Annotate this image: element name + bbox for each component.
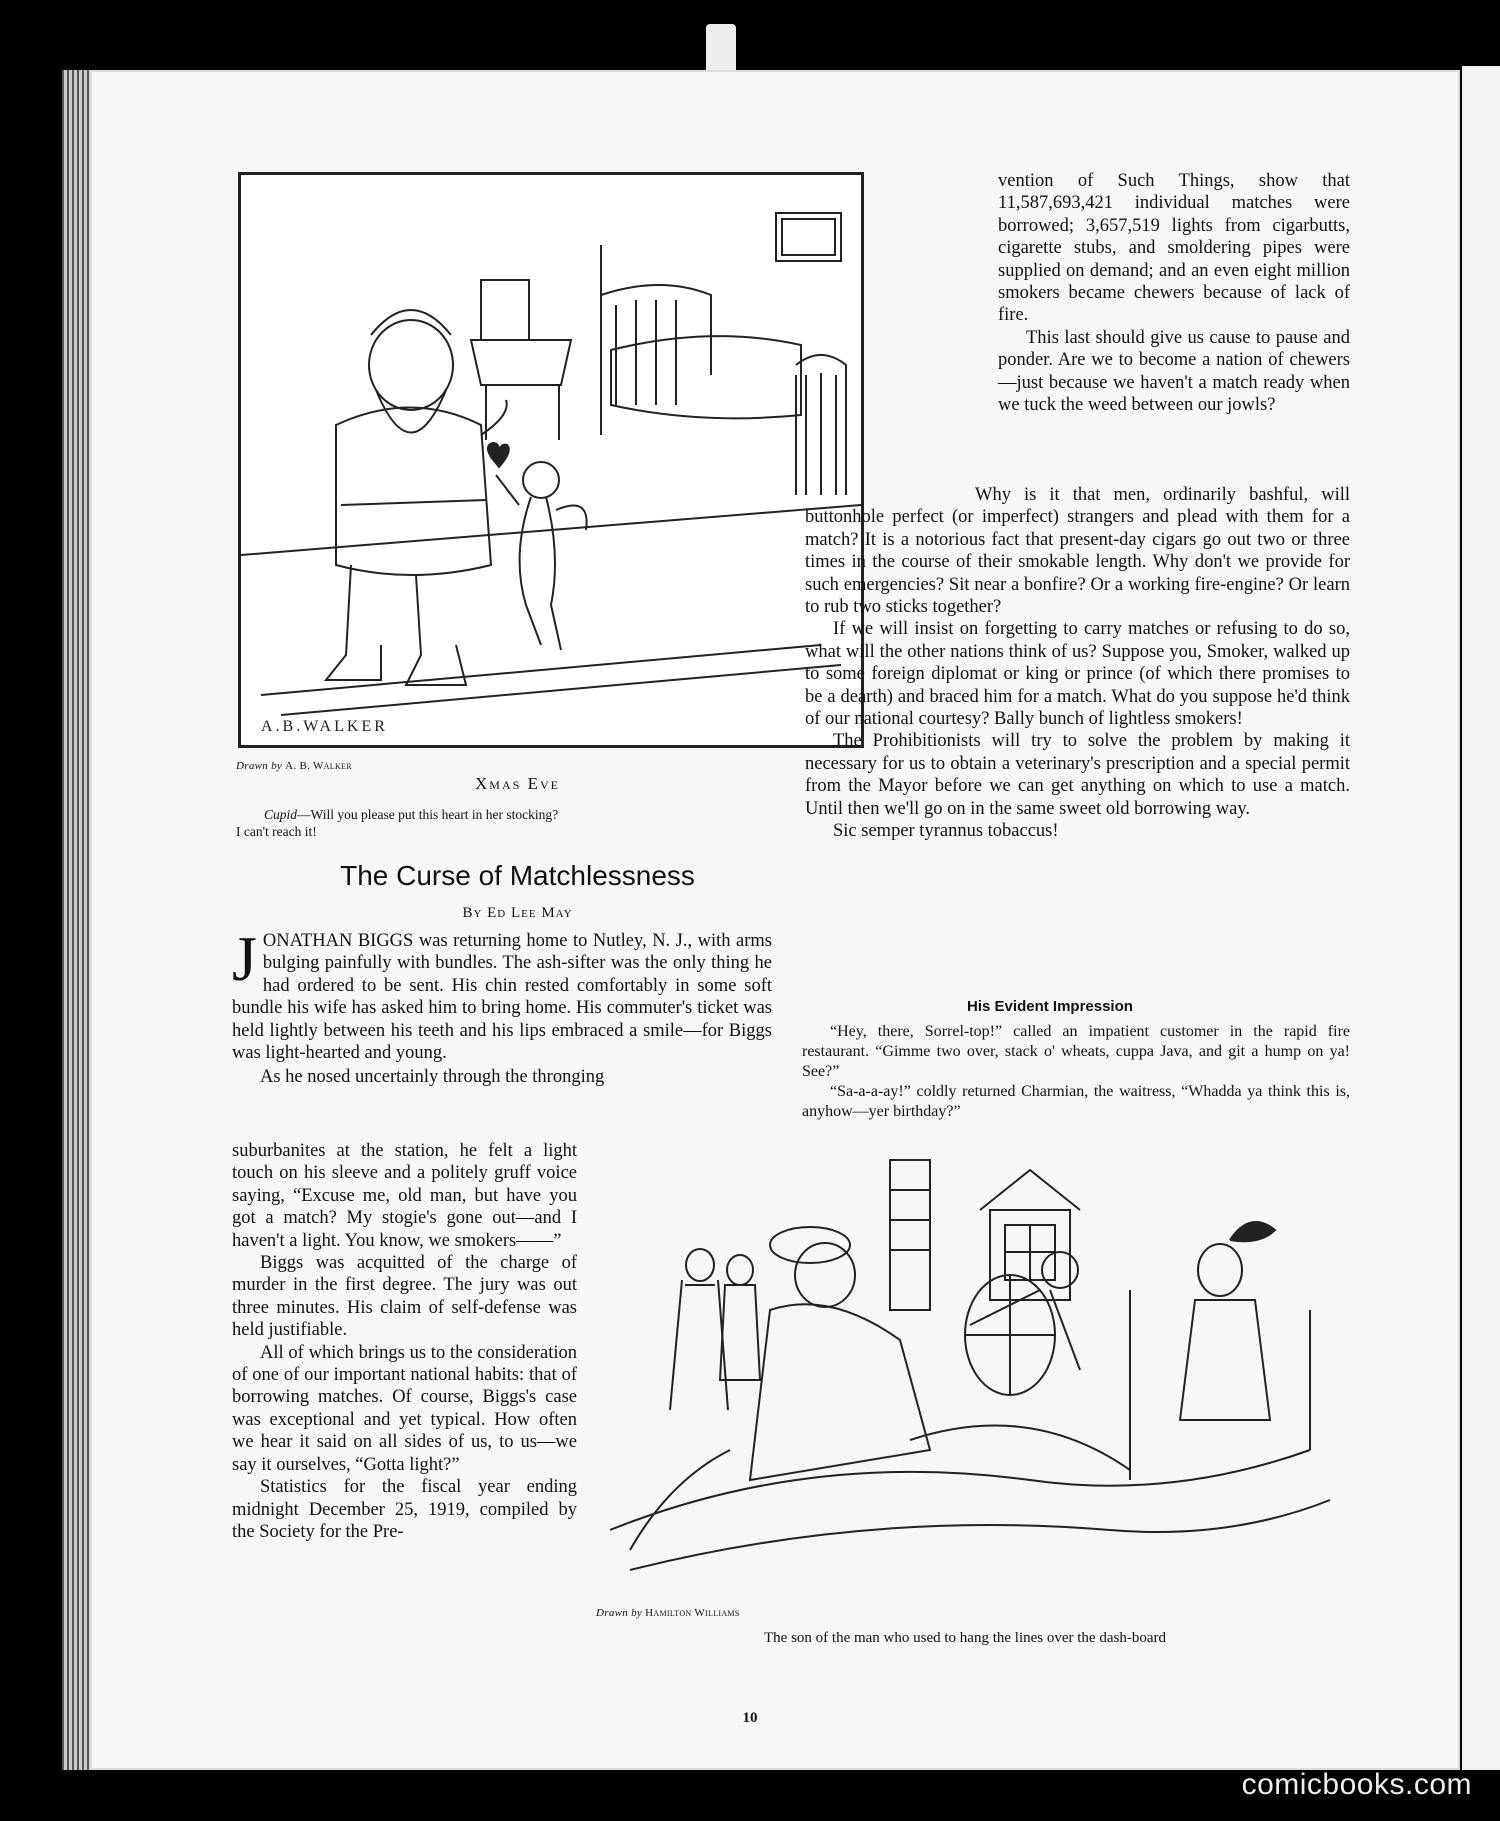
article-byline: By Ed Lee May	[462, 905, 573, 921]
page-number: 10	[742, 1710, 758, 1726]
xmas-eve-illustration	[238, 172, 864, 748]
article-paragraph-4: All of which brings us to the consideration of one of our important national habits: that of borrowing matches. Of course, Biggs's case was exceptional and yet typical. How often we hear it said on all sides of us, to us—we say it ourselves, “Gotta light?”	[232, 1342, 577, 1475]
cartoon-caption	[236, 806, 796, 840]
credit-prefix: Drawn by	[596, 1607, 643, 1619]
right-paragraph-3: Why is it that men, ordinarily bashful, will buttonhole perfect (or imperfect) strangers and plead with them for a match? It is a notorious fact that present-day cigars go out two or three times in the course of their smokable length. Why don't we provide for such emergencies? Sit near a bonfire? Or a working fire-engine? Or learn to rub two sticks together?	[805, 485, 1350, 618]
car-driver-drawing	[610, 1150, 1340, 1595]
joke-line-1: “Hey, there, Sorrel-top!” called an impatient customer in the rapid fire restaurant. “Gimme two over, stack o' wheats, cuppa Java, and git a hump on ya! See?”	[802, 1023, 1350, 1080]
caption-speaker: Cupid	[264, 807, 298, 822]
right-paragraph-2: This last should give us cause to pause and ponder. Are we to become a nation of chewers—just because we haven't a match ready when we tuck the weed between our jowls?	[998, 327, 1350, 416]
joke-line-2: “Sa-a-a-ay!” coldly returned Charmian, the waitress, “Whadda ya think this is, anyhow—yer birthday?”	[802, 1083, 1350, 1120]
joke-title: His Evident Impression	[967, 998, 1133, 1015]
car-illustration	[610, 1150, 1340, 1595]
bottom-cartoon-credit	[596, 1607, 740, 1619]
bottom-cartoon-caption: The son of the man who used to hang the lines over the dash-board	[764, 1630, 1166, 1646]
right-column-top	[998, 170, 1350, 416]
article-paragraph-2: suburbanites at the station, he felt a light touch on his sleeve and a politely gruff voice saying, “Excuse me, old man, but have you got a match? My stogie's gone out—and I haven't a light. You know, we smokers——”	[232, 1141, 577, 1251]
right-column-wide	[805, 484, 1350, 843]
caption-line-2: I can't reach it!	[236, 824, 317, 839]
article-paragraph-3: Biggs was acquitted of the charge of murder in the first degree. The jury was out three minutes. His claim of self-defense was held justifiable.	[232, 1253, 577, 1341]
site-watermark: comicbooks.com	[1241, 1768, 1472, 1801]
right-paragraph-5: The Prohibitionists will try to solve the problem by making it necessary for us to obtain a veterinary's prescription and a special permit from the Mayor before we can get anything on which to use a match. Until then we'll go on in the same sweet old borrowing way.	[805, 731, 1350, 819]
left-column-top	[232, 923, 772, 1089]
next-page-edge	[1462, 66, 1500, 1770]
credit-artist: A. B. Walker	[285, 760, 352, 772]
right-paragraph-4: If we will insist on forgetting to carry matches or refusing to do so, what will the other nations think of us? Suppose you, Smoker, walked up to some foreign diplomat or king or prince (of which there promises to be a dearth) and braced him for a match. What do you suppose he'd think of our national courtesy? Bally bunch of lightless smokers!	[805, 619, 1350, 730]
left-column-narrow	[232, 1140, 577, 1543]
article-paragraph-2-start: As he nosed uncertainly through the thronging	[260, 1067, 605, 1088]
drop-cap: J	[232, 923, 257, 994]
book-binding	[62, 70, 90, 1770]
right-paragraph-6: Sic semper tyrannus tobaccus!	[833, 821, 1059, 842]
credit-artist: Hamilton Williams	[645, 1607, 740, 1619]
article-paragraph-1: JONATHAN BIGGS was returning home to Nutley, N. J., with arms bulging painfully with bundles. The ash-sifter was the only thing he had ordered to be sent. His chin rested comfortably in some soft bundle his wife has asked him to bring home. His commuter's ticket was held lightly between his teeth and his lips embraced a smile—for Biggs was light-hearted and young.	[232, 923, 772, 1064]
page-tab	[706, 24, 736, 76]
credit-prefix: Drawn by	[236, 760, 283, 772]
caption-line-1: —Will you please put this heart in her stocking?	[297, 807, 559, 822]
cartoon-title: Xmas Eve	[475, 774, 560, 793]
article-paragraph-5: Statistics for the fiscal year ending midnight December 25, 1919, compiled by the Society for the Pre-	[232, 1477, 577, 1542]
top-cartoon-credit	[236, 760, 352, 772]
artist-signature: A.B.WALKER	[261, 718, 388, 735]
article-headline: The Curse of Matchlessness	[340, 860, 695, 891]
right-paragraph-1: vention of Such Things, show that 11,587,693,421 individual matches were borrowed; 3,657,519 lights from cigarbutts, cigarette stubs, and smoldering pipes were supplied on demand; and an even eight million smokers became chewers because of lack of fire.	[998, 171, 1350, 326]
santa-cupid-drawing	[241, 175, 861, 745]
joke-body	[802, 1022, 1350, 1122]
